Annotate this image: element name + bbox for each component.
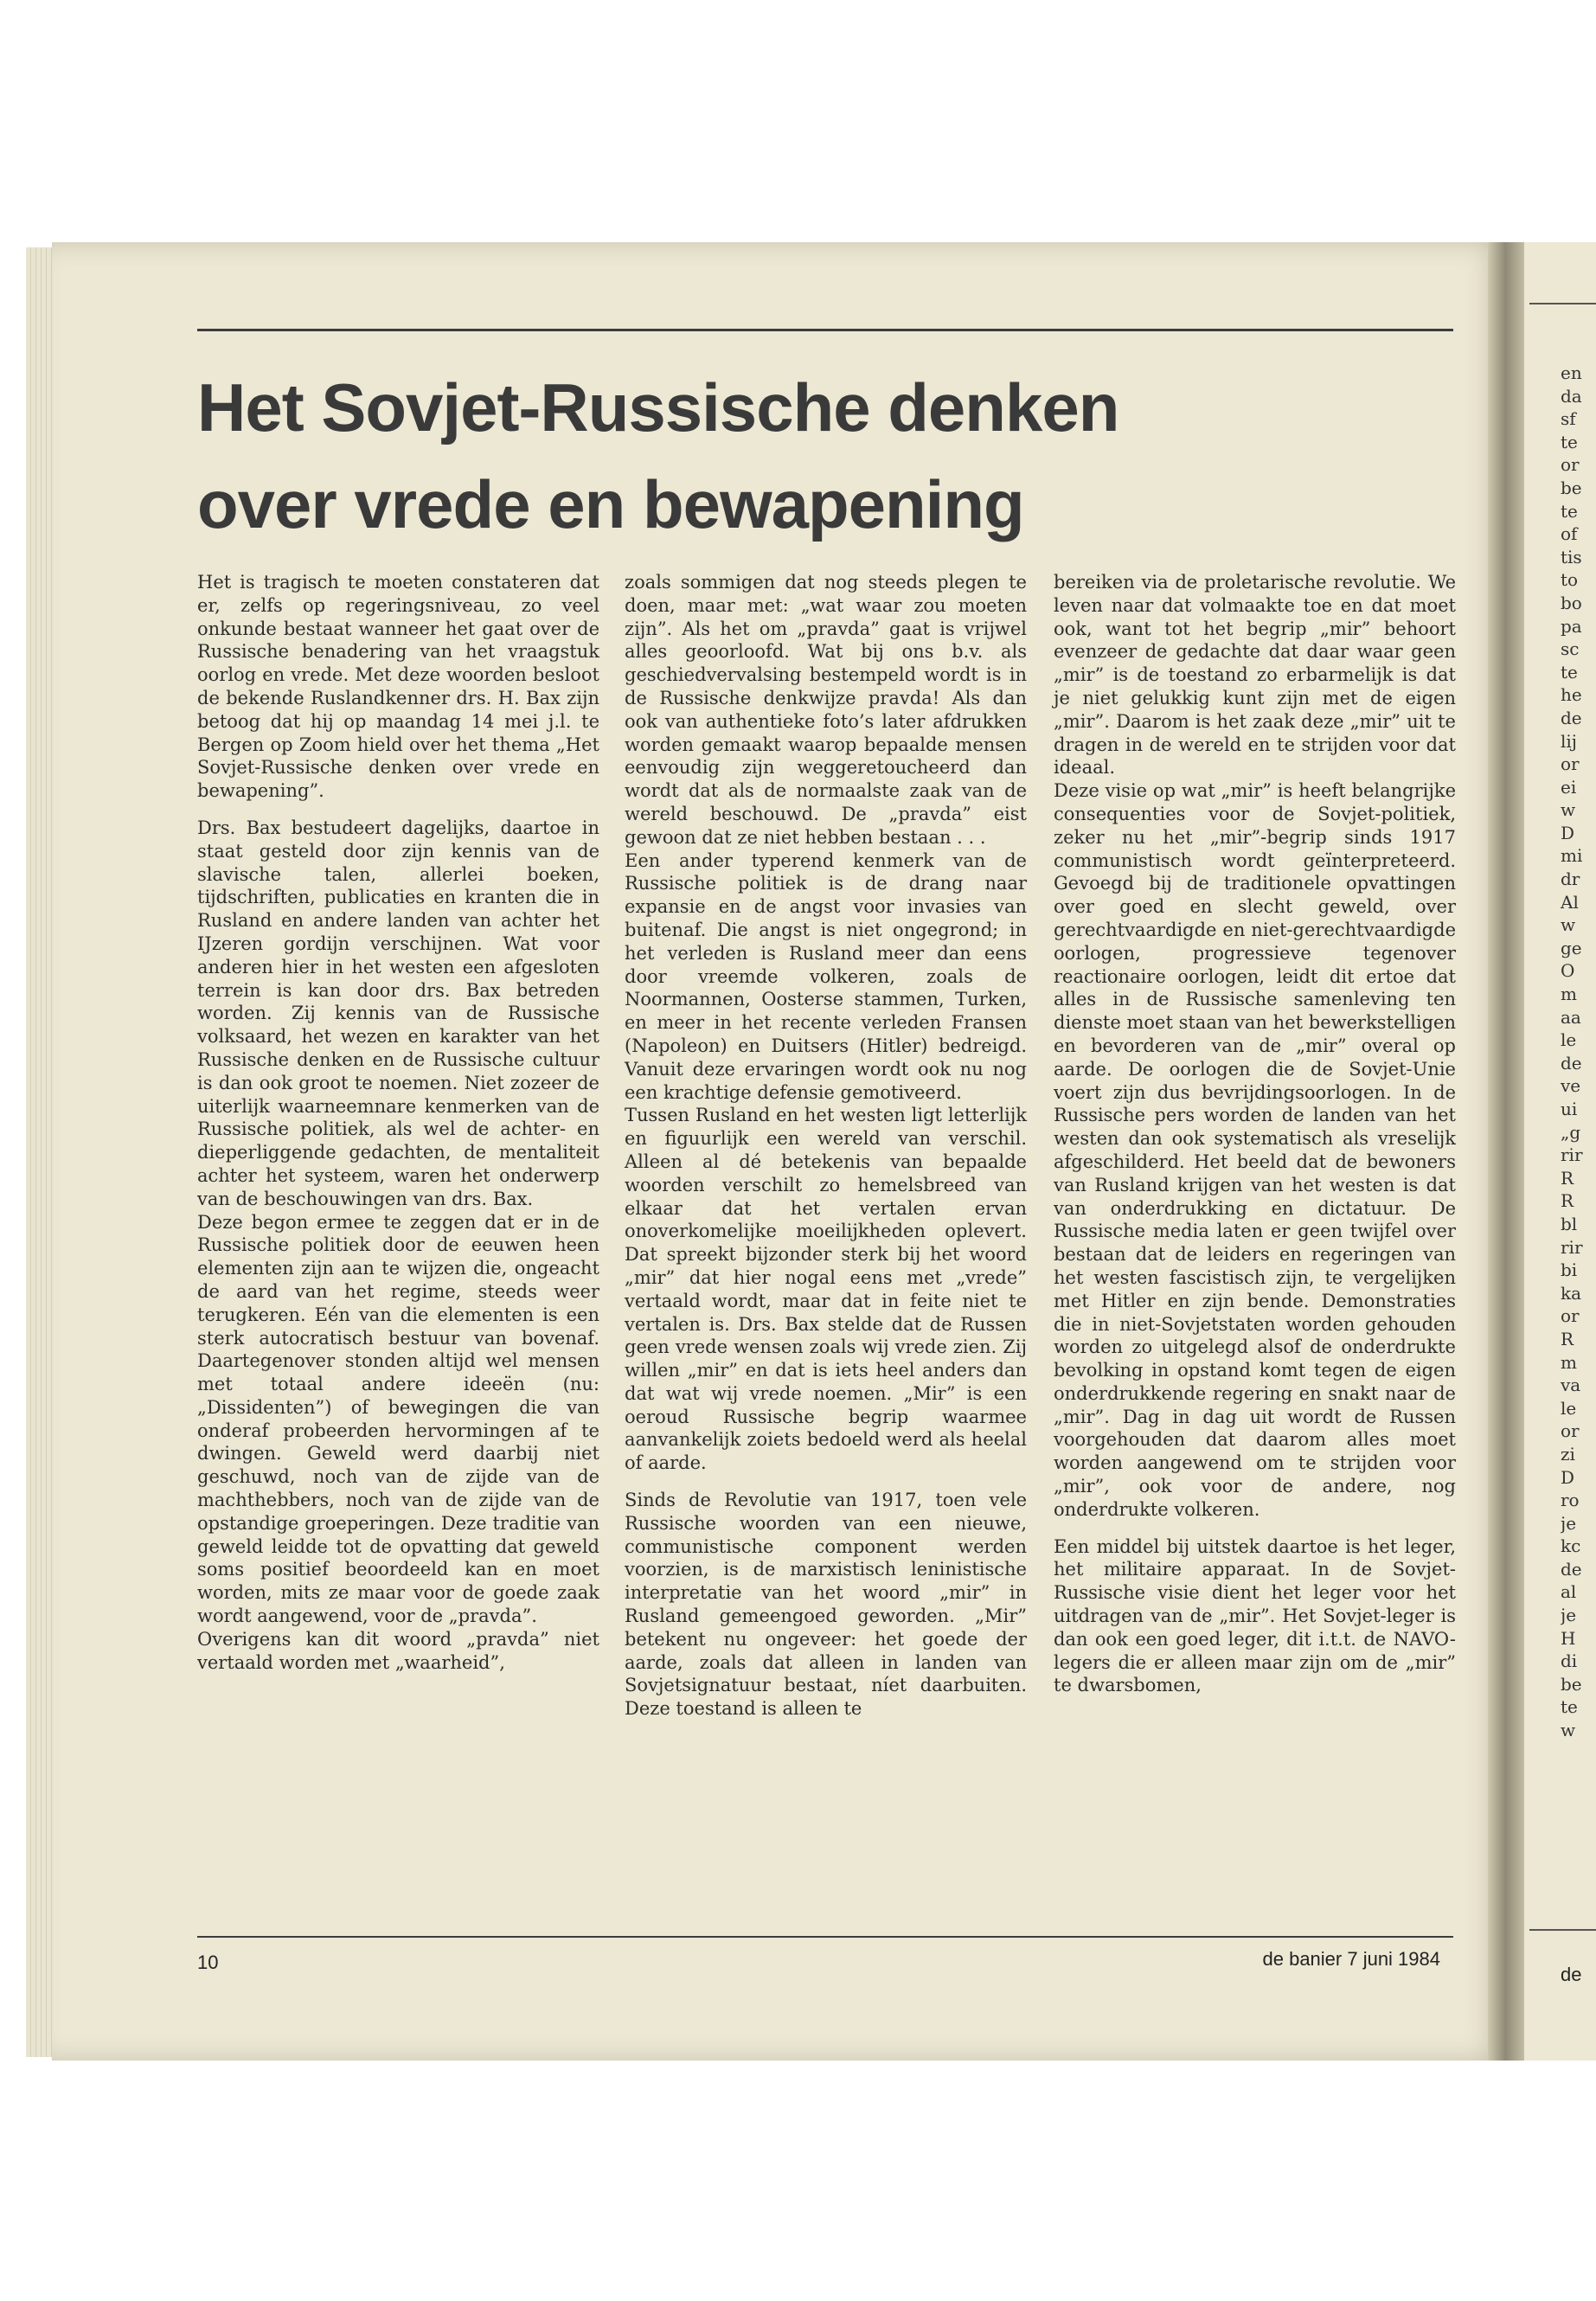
right-page-fragment: te bbox=[1561, 661, 1578, 683]
right-page-fragment: tis bbox=[1561, 546, 1582, 567]
right-page-fragment: dr bbox=[1561, 868, 1580, 890]
right-page-fragment: or bbox=[1561, 454, 1580, 476]
right-page-fragment: ui bbox=[1561, 1099, 1578, 1119]
right-page-fragment: H bbox=[1561, 1627, 1576, 1649]
right-page-fragment: en bbox=[1561, 362, 1582, 383]
right-page-top-rule bbox=[1529, 303, 1596, 304]
right-page-fragment: w bbox=[1561, 799, 1576, 821]
right-page-fragment: bl bbox=[1561, 1213, 1578, 1234]
paragraph: Het is tragisch te moeten constateren dat er, zelfs op regeringsniveau, zo veel onkunde bestaat wanneer het gaat over de Russische benadering van het vraagstuk oorlog en vrede. Met deze woorden besloot de bekende Ruslandkenner drs. H. Bax zijn betoog dat hij op maandag 14 mei j.l. te Bergen op Zoom hield over het thema „Het Sovjet-Russische denken over vrede en bewapening”. bbox=[197, 572, 599, 802]
footer-rule bbox=[197, 1936, 1453, 1938]
paragraph: zoals sommigen dat nog steeds plegen te doen, maar met: „wat waar zou moeten zijn”. Als het om „pravda” gaat is vrijwel alles geoorloofd. Wat bij ons b.v. als geschiedvervalsing bestempeld wordt is in de Russische denkwijze pravda! Als dan ook van authentieke foto’s later afdrukken worden gemaakt waarop bepaalde mensen eenvoudig zijn weggeretoucheerd dan wordt dat als de normaalste zaak van de wereld beschouwd. De „pravda” eist gewoon dat ze niet hebben bestaan . . . bbox=[625, 572, 1027, 848]
right-page-fragment: aa bbox=[1561, 1006, 1581, 1028]
book-gutter bbox=[1488, 242, 1527, 2061]
right-page-fragment: O bbox=[1561, 960, 1575, 982]
right-page-fragment: da bbox=[1561, 385, 1582, 407]
right-page-fragment: zi bbox=[1561, 1443, 1575, 1465]
right-page-fragment: rir bbox=[1561, 1144, 1583, 1166]
right-page-fragment: je bbox=[1561, 1512, 1577, 1534]
paragraph: Tussen Rusland en het westen ligt letterlijk en figuurlijk een wereld van verschil. Alleen al dé betekenis van bepaalde woorden verschilt zo hemelsbreed van elkaar dat het vertalen ervan onoverkomelijke moeilijkheden oplevert. Dat spreekt bijzonder sterk bij het woord „mir” dat hier nogal eens met „vrede” vertaald wordt, maar dat in feite niet te vertalen is. Drs. Bax stelde dat de Russen geen vrede wensen zoals wij vrede zien. Zij willen „mir” en dat is iets heel anders dan dat wat wij vrede noemen. „Mir” is een oeroud Russische begrip waarmee aanvankelijk zoiets bedoeld werd als heelal of aarde. bbox=[625, 1105, 1027, 1474]
right-page-fragment: ge bbox=[1561, 937, 1582, 958]
right-page-fragment: R bbox=[1561, 1190, 1574, 1212]
right-page-fragment: mi bbox=[1561, 845, 1583, 867]
right-page bbox=[1524, 242, 1596, 2061]
paragraph: Sinds de Revolutie van 1917, toen vele Russische woorden van een nieuwe, communistische component werden voorzien, is de marxistisch leninistische interpretatie van het woord „mir” in Rusland gemeengoed geworden. „Mir” betekent nu ongeveer: het goede der aarde, zoals dat alleen in landen van Sovjetsignatuur bestaat, níet daarbuiten. Deze toestand is alleen te bbox=[625, 1490, 1027, 1720]
right-page-fragment: le bbox=[1561, 1397, 1577, 1419]
right-page-fragment: w bbox=[1561, 1720, 1576, 1741]
right-page-fragment: di bbox=[1561, 1650, 1578, 1672]
header-rule bbox=[197, 329, 1453, 331]
right-page-fragment: R bbox=[1561, 1167, 1574, 1189]
article-column-2 bbox=[625, 571, 1027, 1721]
right-page-fragment: m bbox=[1561, 1351, 1577, 1373]
right-page-fragment: ro bbox=[1561, 1490, 1580, 1511]
article-column-1 bbox=[197, 571, 599, 1674]
paragraph: Deze visie op wat „mir” is heeft belangrijke consequenties voor de Sovjet-politiek, zeker nu het „mir”-begrip sinds 1917 communistisch wordt geïnterpreteerd. Gevoegd bij de traditionele opvattingen over goed en slecht geweld, over gerechtvaardigde en niet-gerechtvaardigde oorlogen, progressieve tegenover reactionaire oorlogen, leidt dit ertoe dat alles in de Russische samenleving ten dienste moet staan van het bewerkstelligen en bevorderen van de „mir” overal op aarde. De oorlogen die de Sovjet-Unie voert zijn dus bevrijdingsoorlogen. In de Russische pers worden de landen van het westen dan ook systematisch als vreselijk afgeschilderd. Het beeld dat de bewoners van Rusland krijgen van het westen is dat van onderdrukking en dictatuur. De Russische media laten er geen twijfel over bestaan dat de leiders en regeringen van het westen fascistisch zijn, te vergelijken met Hitler en zijn bende. Demonstraties die in niet-Sovjetstaten worden gehouden worden zo uitgelegd alsof de onderdrukte bevolking in opstand komt tegen de eigen onderdrukkende regering en snakt naar de „mir”. Dag in dag uit wordt de Russen voorgehouden dat daarom alles moet worden aangewend om te strijden voor „mir”, ook voor de andere, nog onderdrukte volkeren. bbox=[1054, 780, 1456, 1520]
right-page-fragment: D bbox=[1561, 1466, 1575, 1488]
right-page-fragment: kc bbox=[1561, 1535, 1581, 1557]
right-page-fragment: ve bbox=[1561, 1075, 1581, 1097]
right-page-fragment: to bbox=[1561, 569, 1579, 591]
article-title bbox=[197, 359, 1235, 553]
right-page-text-fragments bbox=[1561, 362, 1595, 1742]
paragraph: Overigens kan dit woord „pravda” niet vertaald worden met „waarheid”, bbox=[197, 1628, 599, 1673]
article-title-line-2: over vrede en bewapening bbox=[197, 466, 1024, 542]
right-page-fragment: te bbox=[1561, 1696, 1578, 1718]
paragraph: Een middel bij uitstek daartoe is het leger, het militaire apparaat. In de Sovjet-Russische visie dient het leger voor het uitdragen van de „mir”. Het Sovjet-leger is dan ook een goed leger, dit i.t.t. de NAVO-legers die er alleen maar zijn om de „mir” te dwarsbomen, bbox=[1054, 1535, 1456, 1696]
right-page-fragment: de bbox=[1561, 707, 1582, 728]
paragraph: Een ander typerend kenmerk van de Russische politiek is de drang naar expansie en de angst voor invasies van buitenaf. Die angst is niet ongegrond; in het verleden is Rusland meer dan eens door vreemde volkeren, zoals de Noormannen, Oosterse stammen, Turken, en meer in het recente verleden Fransen (Napoleon) en Duitsers (Hitler) bedreigd. Vanuit deze ervaringen wordt ook nu nog een krachtige defensie gemotiveerd. bbox=[625, 849, 1027, 1103]
right-page-fragment: of bbox=[1561, 523, 1578, 545]
right-page-fragment: or bbox=[1561, 1305, 1580, 1327]
right-page-fragment: pa bbox=[1561, 615, 1582, 637]
right-page-fragment: le bbox=[1561, 1029, 1577, 1051]
paragraph: Drs. Bax bestudeert dagelijks, daartoe in staat gesteld door zijn kennis van de slavische talen, allerlei boeken, tijdschriften, publicaties en kranten die in Rusland en andere landen van achter het IJzeren gordijn verschijnen. Wat voor anderen hier in het westen een afgesloten terrein is kan door drs. Bax betreden worden. Zij kennis van de Russische volksaard, het wezen en karakter van het Russische denken en de Russische cultuur is dan ook groot te noemen. Niet zozeer de uiterlijk waarneemnare kenmerken van de Russische politiek, als wel de achter- en dieperliggende gedachten, de mentaliteit achter het systeem, waren het onderwerp van de beschouwingen van drs. Bax. bbox=[197, 817, 599, 1209]
paragraph: Deze begon ermee te zeggen dat er in de Russische politiek door de eeuwen heen elementen zijn aan te wijzen die, ongeacht de aard van het regime, steeds weer terugkeren. Eén van die elementen is een sterk autocratisch bestuur van bovenaf. Daartegenover stonden altijd wel mensen met totaal andere ideeën (nu: „Dissidenten”) of bewegingen die van onderaf probeerden hervormingen af te dwingen. Geweld werd daarbij niet geschuwd, noch van de zijde van de machthebbers, noch van de zijde van de opstandige groeperingen. Deze traditie van geweld leidde tot de opvatting dat geweld soms positief beoordeeld kan en moet worden, mits ze maar voor de goede zaak wordt aangewend, voor de „pravda”. bbox=[197, 1211, 599, 1627]
right-page-fragment: be bbox=[1561, 1673, 1582, 1695]
right-page-fragment: ka bbox=[1561, 1282, 1582, 1304]
right-page-fragment: R bbox=[1561, 1328, 1574, 1349]
paragraph: bereiken via de proletarische revolutie. We leven naar dat volmaakte toe en dat moet ook, want tot het begrip „mir” behoort evenzeer de gedachte dat daar waar geen „mir” is de toestand zo erbarmelijk is dat je niet gelukkig kunt zijn met de eigen „mir”. Daarom is het zaak deze „mir” uit te dragen in de wereld en te strijden voor dat ideaal. bbox=[1054, 572, 1456, 779]
right-page-fragment: Al bbox=[1561, 891, 1579, 913]
right-page-footer: de bbox=[1561, 1964, 1582, 1985]
right-page-fragment: D bbox=[1561, 822, 1575, 843]
right-page-fragment: de bbox=[1561, 1052, 1582, 1074]
article-column-3 bbox=[1054, 571, 1456, 1697]
right-page-fragment: he bbox=[1561, 684, 1582, 706]
right-page-fragment: rir bbox=[1561, 1236, 1583, 1258]
right-page-fragment: „g bbox=[1561, 1121, 1581, 1143]
page-number: 10 bbox=[197, 1952, 219, 1973]
right-page-bottom-rule bbox=[1529, 1929, 1596, 1931]
article-title-line-1: Het Sovjet-Russische denken bbox=[197, 369, 1119, 445]
right-page-fragment: bo bbox=[1561, 592, 1582, 613]
right-page-fragment: or bbox=[1561, 1420, 1580, 1442]
right-page-fragment: te bbox=[1561, 500, 1578, 522]
right-page-fragment: je bbox=[1561, 1605, 1577, 1626]
publication-footer: de banier 7 juni 1984 bbox=[1262, 1948, 1440, 1970]
right-page-fragment: va bbox=[1561, 1375, 1581, 1396]
right-page-fragment: sf bbox=[1561, 408, 1576, 430]
right-page-fragment: sc bbox=[1561, 638, 1580, 660]
right-page-fragment: w bbox=[1561, 914, 1576, 936]
right-page-fragment: m bbox=[1561, 984, 1577, 1005]
right-page-fragment: lij bbox=[1561, 730, 1577, 752]
right-page-fragment: de bbox=[1561, 1558, 1582, 1580]
right-page-fragment: or bbox=[1561, 753, 1580, 775]
right-page-fragment: bi bbox=[1561, 1259, 1578, 1281]
right-page-fragment: te bbox=[1561, 431, 1578, 452]
right-page-fragment: al bbox=[1561, 1581, 1577, 1603]
right-page-fragment: be bbox=[1561, 477, 1582, 498]
right-page-fragment: ei bbox=[1561, 776, 1577, 798]
